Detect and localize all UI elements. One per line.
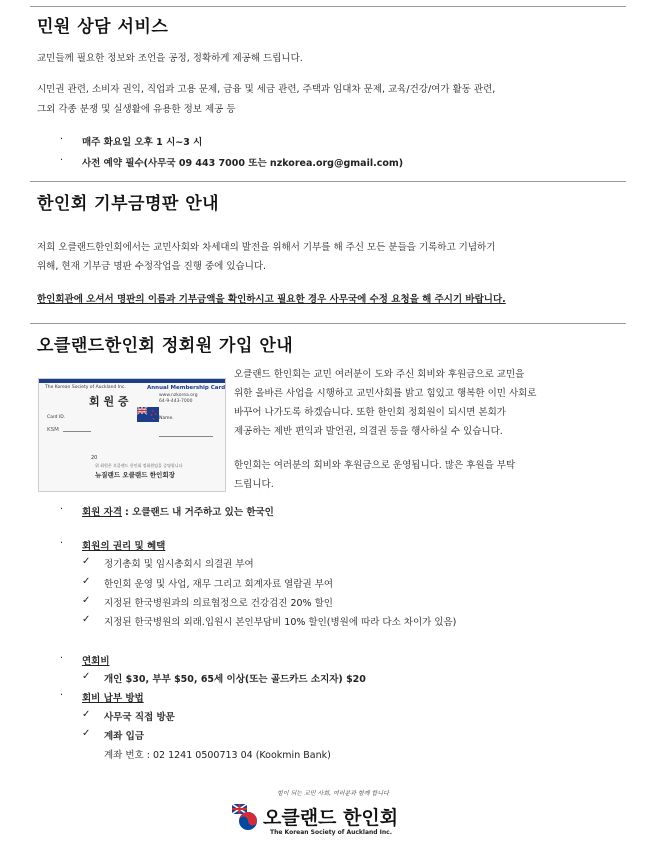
card-top-bar	[39, 379, 225, 383]
membership-para1-line2: 위한 올바른 사업을 시행하고 교민사회를 밝고 힘있고 행복한 이민 사회로	[234, 388, 537, 399]
card-name-label: Name.	[159, 416, 174, 421]
nz-flag-icon	[137, 407, 159, 422]
payment-label: 회비 납부 방법	[82, 693, 144, 704]
donation-line1: 저희 오클랜드한인회에서는 교민사회와 차세대의 발전을 위해서 기부를 해 주신 모든 분들을 기록하고 기념하기	[37, 242, 496, 253]
card-id-label: Card ID.	[47, 415, 66, 420]
consultation-hours: 매주 화요일 오후 1 시~3 시	[82, 137, 203, 148]
card-phone: 64-9-443-7000	[159, 399, 193, 404]
fee-text: 개인 $30, 부부 $50, 65세 이상(또는 골드카드 소지자) $20	[104, 674, 366, 685]
card-heading: Annual Membership Card	[147, 385, 226, 391]
bullet-dot: ·	[60, 504, 64, 515]
card-ksm: KSM	[47, 427, 59, 433]
card-id-line	[63, 431, 91, 432]
logo-org-name-en: The Korean Society of Auckland Inc.	[270, 829, 393, 836]
section-title-donation: 한인회 기부금명판 안내	[37, 194, 220, 214]
rights-item: 한인회 운영 및 사업, 재무 그리고 회계자료 열람권 부여	[104, 579, 334, 590]
membership-qualification	[82, 504, 274, 518]
card-name-line	[159, 436, 213, 437]
donation-line2: 위해, 현재 기부금 명판 수정작업을 진행 중에 있습니다.	[37, 261, 267, 272]
card-signature-name: 뉴질랜드 오클랜드 한인회장	[95, 471, 175, 479]
check-icon: ✓	[82, 709, 91, 720]
qualification-label: 회원 자격	[82, 507, 123, 518]
consultation-desc-line2: 그외 각종 분쟁 및 실생활에 유용한 정보 제공 등	[37, 104, 236, 115]
card-society-name: The Korean Society of Auckland Inc.	[45, 385, 126, 390]
membership-para2-line1: 한인회는 여러분의 회비와 후원금으로 운영됩니다. 많은 후원을 부탁	[234, 460, 516, 471]
fee-label: 연회비	[82, 656, 110, 667]
payment-method: 계좌 입금	[104, 731, 145, 742]
card-website: www.nzkorea.org	[159, 393, 198, 398]
section-title-membership: 오클랜드한인회 정회원 가입 안내	[37, 336, 294, 356]
qualification-text: : 오클랜드 내 거주하고 있는 한국인	[125, 507, 274, 518]
bullet-dot: ·	[60, 653, 64, 664]
check-icon: ✓	[82, 556, 91, 567]
rights-item: 지정된 한국병원과의 의료협정으로 건강검진 20% 할인	[104, 598, 333, 609]
rights-item: 정기총회 및 임시총회시 의결권 부여	[104, 559, 254, 570]
korean-society-logo-icon	[232, 804, 260, 832]
top-divider	[30, 6, 626, 7]
section-divider	[30, 181, 626, 182]
rights-label: 회원의 권리 및 혜택	[82, 541, 166, 552]
card-title: 회 원 증	[89, 395, 129, 408]
bullet-dot: ·	[60, 690, 64, 701]
logo-org-name: 오클랜드 한인회	[263, 807, 399, 829]
membership-para1-line4: 제공하는 제반 편익과 발언권, 의결권 등을 행사하실 수 있습니다.	[234, 426, 503, 437]
rights-item: 지정된 한국병원의 외래.입원시 본인부담비 10% 할인(병원에 따라 다소 차이가 있음)	[104, 617, 457, 628]
bullet-dot: ·	[60, 155, 64, 166]
check-icon: ✓	[82, 576, 91, 587]
bullet-dot: ·	[60, 538, 64, 549]
donation-notice: 한인회관에 오셔서 명판의 이름과 기부금액을 확인하시고 필요한 경우 사무국에 수정 요청을 해 주시기 바랍니다.	[37, 294, 506, 305]
membership-card-image	[38, 378, 226, 492]
consultation-intro: 교민들께 필요한 정보와 조언을 공정, 정확하게 제공해 드립니다.	[37, 53, 303, 64]
bullet-dot: ·	[60, 134, 64, 145]
check-icon: ✓	[82, 671, 91, 682]
check-icon: ✓	[82, 728, 91, 739]
bank-account: 계좌 번호 : 02 1241 0500713 04 (Kookmin Bank)	[104, 750, 331, 761]
check-icon: ✓	[82, 595, 91, 606]
card-signature-note: 위 회원은 오클랜드 한인회 정회원임을 증명합니다	[95, 463, 183, 468]
logo-slogan: 힘이 되는 교민 사회, 여러분과 함께 합니다	[277, 790, 389, 797]
section-title-consultation: 민원 상담 서비스	[37, 17, 169, 37]
payment-method: 사무국 직접 방문	[104, 712, 175, 723]
membership-para2-line2: 드립니다.	[234, 479, 274, 490]
consultation-desc-line1: 시민권 관련, 소비자 권익, 직업과 고용 문제, 금융 및 세금 관련, 주택과 임대차 문제, 교육/건강/여가 활동 관련,	[37, 84, 496, 95]
membership-para1-line3: 바꾸어 나가도록 하겠습니다. 또한 한인회 정회원이 되시면 본회가	[234, 407, 506, 418]
check-icon: ✓	[82, 614, 91, 625]
card-year: 20	[91, 455, 98, 461]
section-divider	[30, 323, 626, 324]
consultation-reservation: 사전 예약 필수(사무국 09 443 7000 또는 nzkorea.org@gmail.com)	[82, 158, 404, 169]
membership-para1-line1: 오클랜드 한인회는 교민 여러분이 도와 주신 회비와 후원금으로 교민을	[234, 369, 525, 380]
